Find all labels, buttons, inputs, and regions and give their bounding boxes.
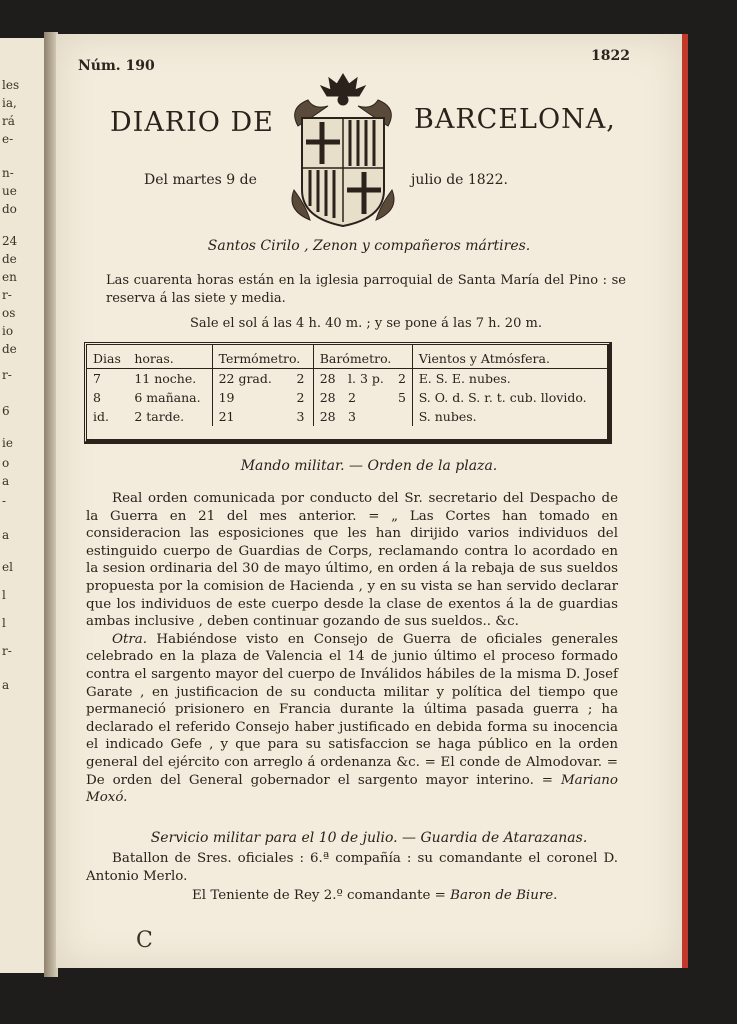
paragraph-real-orden: Real orden comunicada por conducto del Sr. secretario del Despacho de la Guerra en 21 del mes anterior. = „ Las Cortes han tomado en consideracion las esposiciones que les han dirijido varios individuos del estinguido cuerpo de Guardias de Corps, reclamando contra lo acordado en la sesion ordinaria del 30 de mayo último, en orden á la rebaja de sus sueldos propuesta por la comision de Hacienda , y en su vista se han servido declarar que los individuos de este cuerpo desde la clase de exentos á la de guardias ambas inclusive , deben continuar gozando de sus sueldos.. &c. xyxy=(86,491,618,630)
left-page-fragment: r- xyxy=(2,288,12,302)
left-page-fragment: n- xyxy=(2,166,14,180)
cell-baro-lin: 3 xyxy=(348,409,356,424)
service-title: Servicio militar para el 10 de julio. — Guardia de Atarazanas. xyxy=(150,830,588,846)
left-page-fragment: de xyxy=(2,252,17,266)
bottom-mark: C xyxy=(136,928,153,953)
masthead-title-left: DIARIO DE xyxy=(110,107,274,138)
cell-baro-pulg: 28 xyxy=(313,388,342,407)
left-page-fragment: rá xyxy=(2,114,15,128)
left-page-fragment: 6 xyxy=(2,404,10,418)
left-page-fragment: r- xyxy=(2,368,12,382)
cell-hora: 2 tarde. xyxy=(134,409,185,424)
table-row xyxy=(87,388,607,407)
cell-baro-frac xyxy=(392,407,412,426)
church-notice: Las cuarenta horas están en la iglesia parroquial de Santa María del Pino : se reserva á las siete y media. xyxy=(106,273,626,306)
left-page-fragment: io xyxy=(2,324,14,338)
left-page-fragment: do xyxy=(2,202,17,216)
col-termometro: Termómetro. xyxy=(212,345,313,369)
sunrise-sunset: Sale el sol á las 4 h. 40 m. ; y se pone á las 7 h. 20 m. xyxy=(190,316,542,331)
left-page-fragment: a xyxy=(2,474,10,488)
col-vientos: Vientos y Atmósfera. xyxy=(412,345,607,369)
cell-termo: 19 xyxy=(212,388,290,407)
year-marker: 1822 xyxy=(591,48,630,64)
cell-dia: id. xyxy=(93,409,109,424)
saints-of-day: Santos Cirilo , Zenon y compañeros mártires. xyxy=(207,238,531,254)
cell-termo-frac: 2 xyxy=(296,390,305,405)
left-page-fragment: o xyxy=(2,456,10,470)
cell-termo: 22 grad. xyxy=(212,369,290,389)
teniente-name: Baron de Biure. xyxy=(450,888,558,903)
signature: Mariano Moxó. xyxy=(86,772,618,806)
cell-baro-lin: 2 xyxy=(348,390,356,405)
teniente-text: El Teniente de Rey 2.º comandante = xyxy=(192,888,446,903)
cell-dia: 8 xyxy=(93,390,101,405)
cell-viento: S. nubes. xyxy=(412,407,607,426)
left-page-fragment: l xyxy=(2,588,6,602)
left-page-fragment: e- xyxy=(2,132,14,146)
cell-termo: 21 xyxy=(212,407,290,426)
paragraph-text: Habiéndose visto en Consejo de Guerra de oficiales generales celebrado en la plaza de Valencia el 14 de junio último el proceso formado contra el sargento mayor del cuerpo de Inválidos hábiles de la misma D. Josef Garate , en justificacion de su conducta militar y política del tiempo que permaneció prisionero en Francia durante la última pasada guerra ; ha declarado el referido Consejo haber justificado en debida forma su inocencia el indicado Gefe , y que para su satisfaccion se haga público en la orden general del ejército con arreglo á ordenanza &c. = El conde de Almodovar. = De orden del General gobernador el sargento mayor interino. = xyxy=(86,631,618,788)
cell-termo-frac: 2 xyxy=(296,371,305,386)
left-page-fragment: os xyxy=(2,306,16,320)
table-row xyxy=(87,369,607,389)
cell-baro-frac: 5 xyxy=(398,390,406,405)
left-page-fragment: r- xyxy=(2,644,12,658)
cell-baro-pulg: 28 xyxy=(313,369,342,389)
col-dias: Dias xyxy=(87,345,128,369)
newspaper-page xyxy=(56,34,688,968)
cell-viento: S. O. d. S. r. t. cub. llovido. xyxy=(412,388,607,407)
section-title: Mando militar. — Orden de la plaza. xyxy=(240,458,498,474)
cell-termo-frac: 3 xyxy=(296,409,305,424)
date-line-right: julio de 1822. xyxy=(411,172,508,188)
left-page-fragment: en xyxy=(2,270,17,284)
left-page-fragment: ue xyxy=(2,184,17,198)
issue-number: Núm. 190 xyxy=(78,58,155,74)
cell-dia: 7 xyxy=(93,371,101,386)
date-line-left: Del martes 9 de xyxy=(144,172,257,188)
left-page-fragment: l xyxy=(2,616,6,630)
cell-hora: 11 noche. xyxy=(134,371,197,386)
left-page-fragment: les xyxy=(2,78,20,92)
left-page-fragment: a xyxy=(2,528,10,542)
table-row xyxy=(87,407,607,426)
cell-hora: 6 mañana. xyxy=(134,390,201,405)
paragraph-lead: Otra. xyxy=(112,631,148,647)
cell-viento: E. S. E. nubes. xyxy=(412,369,607,389)
left-page-fragment: el xyxy=(2,560,13,574)
left-page-fragment: ie xyxy=(2,436,13,450)
left-page-fragment: a xyxy=(2,678,10,692)
paragraph-otra xyxy=(86,631,618,807)
masthead-title-right: BARCELONA, xyxy=(414,104,616,135)
coat-of-arms-icon xyxy=(284,70,402,230)
col-barometro: Barómetro. xyxy=(313,345,412,369)
battalion-text xyxy=(86,850,618,886)
left-page-fragment: ia, xyxy=(2,96,17,110)
cell-baro-frac: 2 xyxy=(398,371,406,386)
battalion-paragraph: Batallon de Sres. oficiales : 6.ª compañía : su comandante el coronel D. Antonio Merlo. xyxy=(86,851,618,884)
left-page-fragment: - xyxy=(2,494,7,508)
article-body xyxy=(86,490,618,807)
col-horas: horas. xyxy=(128,345,212,369)
left-page-fragment: de xyxy=(2,342,17,356)
left-page-edge xyxy=(0,38,48,973)
left-page-fragment: 24 xyxy=(2,234,18,248)
teniente-line xyxy=(192,888,557,903)
cell-baro-pulg: 28 xyxy=(313,407,342,426)
cell-baro-lin: l. 3 p. xyxy=(348,371,384,386)
weather-table xyxy=(84,342,612,444)
